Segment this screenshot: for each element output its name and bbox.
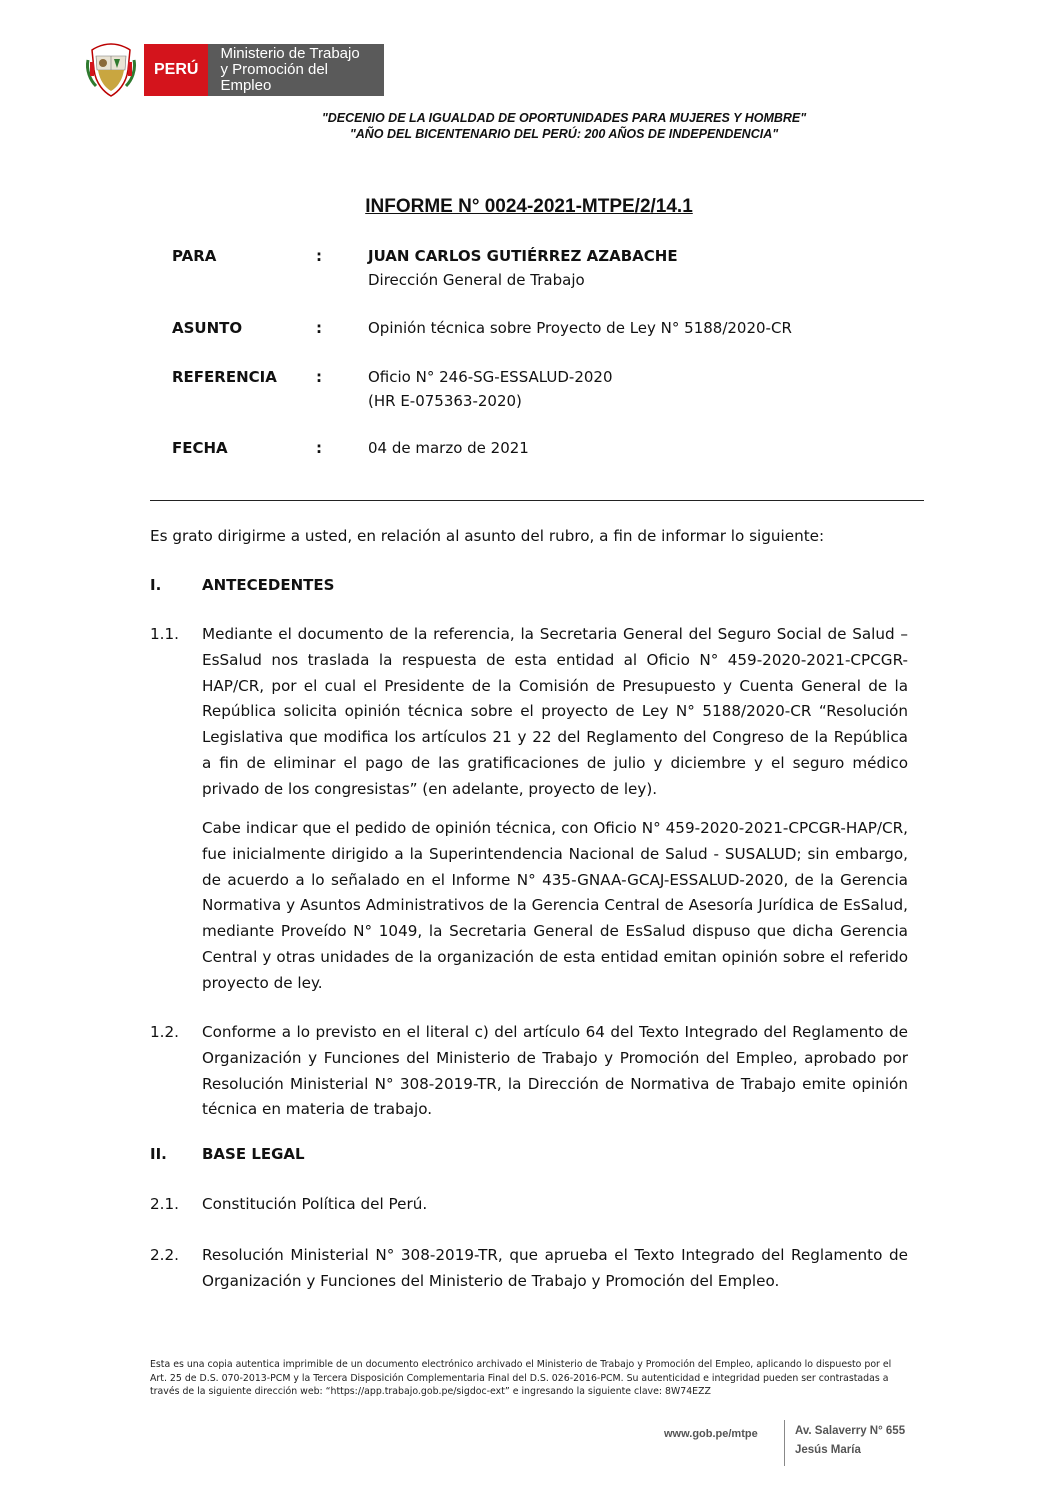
field-value-para: [368, 244, 678, 292]
address-line-1: Av. Salaverry N° 655: [795, 1425, 906, 1437]
field-label-referencia: REFERENCIA: [172, 368, 277, 386]
field-value-referencia: [368, 365, 613, 413]
recipient-office: Dirección General de Trabajo: [368, 271, 585, 289]
item-paragraph: Cabe indicar que el pedido de opinión técnica, con Oficio N° 459-2020-2021-CPCGR-HAP/CR, fue inicialmente dirigido a la Superintendencia Nacional de Salud - SUSALUD; sin embargo, de acuerdo a lo señalado en el Informe N° 435-GNAA-GCAJ-ESSALUD-2020, de la Gerencia Normativa y Asuntos Administrativos de la Gerencia Central de Asesoría Jurídica de EsSalud, mediante Proveído N° 1049, la Secretaria General de EsSalud dispuso que dicha Gerencia Central y otras unidades de la organización de esta entidad emitan opinión sobre el referido proyecto de ley.: [202, 819, 908, 992]
section-number: II.: [150, 1145, 167, 1163]
field-colon: :: [316, 439, 322, 457]
motto-1: "DECENIO DE LA IGUALDAD DE OPORTUNIDADES PARA MUJERES Y HOMBRE": [321, 111, 807, 125]
field-label-para: PARA: [172, 247, 217, 265]
section-title: BASE LEGAL: [202, 1145, 305, 1163]
footer-website: www.gob.pe/mtpe: [664, 1428, 758, 1440]
field-colon: :: [316, 247, 322, 265]
peru-label: PERÚ: [144, 44, 208, 96]
footer-divider: [784, 1420, 785, 1466]
section-number: I.: [150, 576, 162, 594]
section-title: ANTECEDENTES: [202, 576, 335, 594]
item-paragraph: Mediante el documento de la referencia, la Secretaria General del Seguro Social de Salud – EsSalud nos traslada la respuesta de esta entidad al Oficio N° 459-2020-2021-CPCGR-HAP/CR, por el cual el Presidente de la Comisión de Presupuesto y Cuenta General de la República solicita opinión técnica sobre el proyecto de Ley N° 5188/2020-CR “Resolución Legislativa que modifica los artículos 21 y 22 del Reglamento del Congreso de la República a fin de eliminar el pago de las gratificaciones de julio y diciembre y el seguro médico privado de los congresistas” (en adelante, proyecto de ley).: [202, 625, 908, 798]
reference-oficio: Oficio N° 246-SG-ESSALUD-2020: [368, 368, 613, 386]
field-value-asunto: Opinión técnica sobre Proyecto de Ley N° 5188/2020-CR: [368, 319, 792, 337]
ministry-name: [208, 44, 384, 96]
ministry-line-1: Ministerio de Trabajo: [220, 45, 360, 62]
field-label-asunto: ASUNTO: [172, 319, 243, 337]
header-divider: [150, 500, 924, 501]
field-colon: :: [316, 368, 322, 386]
item-number: 2.1.: [150, 1195, 179, 1213]
item-number: 2.2.: [150, 1246, 179, 1264]
item-paragraph: Resolución Ministerial N° 308-2019-TR, que aprueba el Texto Integrado del Reglamento de Organización y Funciones del Ministerio de Trabajo y Promoción del Empleo.: [202, 1246, 908, 1290]
field-value-fecha: 04 de marzo de 2021: [368, 439, 529, 457]
motto-2: "AÑO DEL BICENTENARIO DEL PERÚ: 200 AÑOS DE INDEPENDENCIA": [349, 127, 779, 141]
address-line-2: Jesús María: [795, 1444, 861, 1456]
reference-hr: (HR E-075363-2020): [368, 392, 522, 410]
item-number: 1.1.: [150, 625, 179, 643]
item-number: 1.2.: [150, 1023, 179, 1041]
footer-address: [795, 1422, 905, 1460]
field-label-fecha: FECHA: [172, 439, 228, 457]
ministry-line-2: y Promoción del Empleo: [220, 61, 329, 94]
document-title: INFORME N° 0024-2021-MTPE/2/14.1: [365, 196, 693, 217]
field-colon: :: [316, 319, 322, 337]
recipient-name: JUAN CARLOS GUTIÉRREZ AZABACHE: [368, 247, 678, 265]
intro-paragraph: Es grato dirigirme a usted, en relación al asunto del rubro, a fin de informar lo siguiente:: [150, 527, 825, 545]
coat-of-arms-icon: [84, 40, 138, 102]
authenticity-note: Esta es una copia autentica imprimible de un documento electrónico archivado el Ministerio de Trabajo y Promoción del Empleo, aplicando lo dispuesto por el Art. 25 de D.S. 070-2013-PCM y la Tercera Disposición Complementaria Final del D.S. 026-2016-PCM. Su autenticidad e integridad pueden ser contrastadas a través de la siguiente dirección web: “https://app.trabajo.gob.pe/sigdoc-ext” e ingresando la siguiente clave: 8W74EZZ: [150, 1359, 892, 1397]
ministry-logo: [84, 40, 384, 102]
item-paragraph: Conforme a lo previsto en el literal c) del artículo 64 del Texto Integrado del Reglamento de Organización y Funciones del Ministerio de Trabajo y Promoción del Empleo, aprobado por Resolución Ministerial N° 308-2019-TR, la Dirección de Normativa de Trabajo emite opinión técnica en materia de trabajo.: [202, 1023, 908, 1119]
item-paragraph: Constitución Política del Perú.: [202, 1195, 428, 1213]
